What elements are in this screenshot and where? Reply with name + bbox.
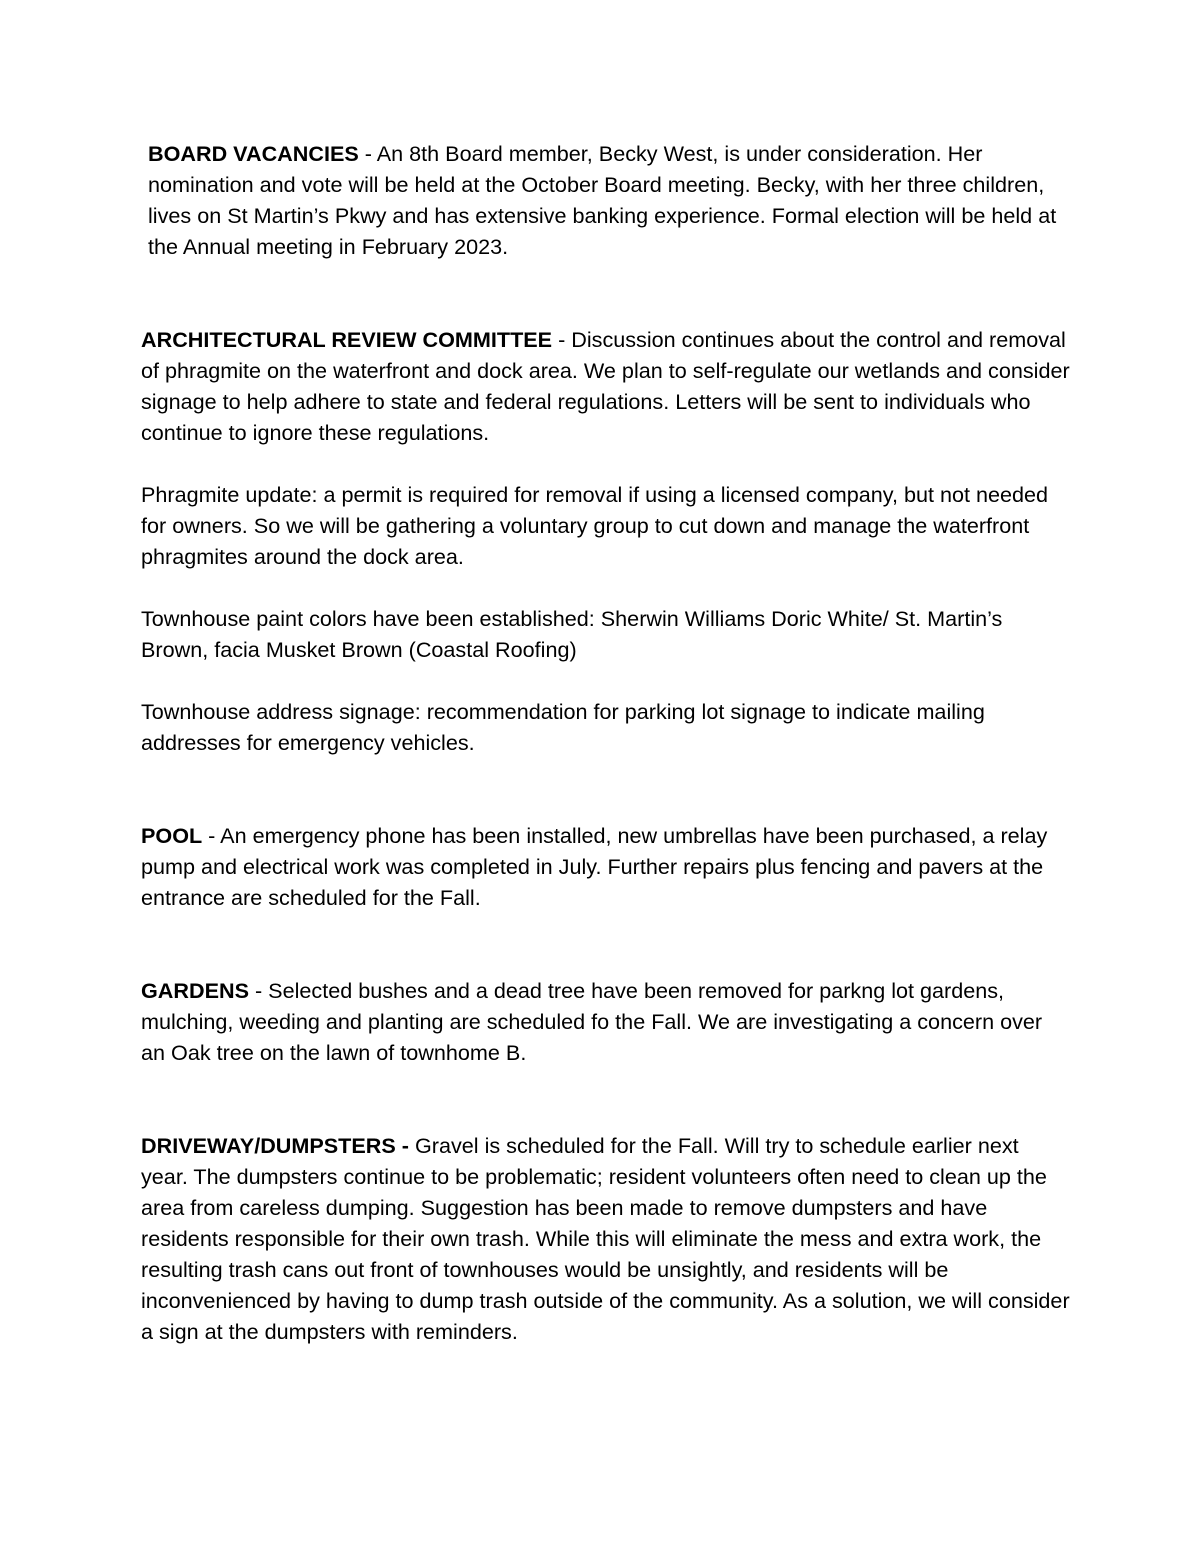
board-vacancies-text: - An 8th Board member, Becky West, is under consideration. Her nomination and vote will be held at the October Board meeting. Becky, with her three children, lives on St Martin’s Pkwy and has extensive banking experience. Formal election will be held at the Annual meeting in February 2023. xyxy=(148,141,1057,259)
driveway-dumpsters-paragraph xyxy=(141,1130,1071,1347)
gardens-text: - Selected bushes and a dead tree have been removed for parkng lot gardens, mulching, weeding and planting are scheduled fo the Fall. We are investigating a concern over an Oak tree on the lawn of townhome B. xyxy=(141,978,1043,1065)
spacer xyxy=(141,758,1071,820)
driveway-dumpsters-heading: DRIVEWAY/DUMPSTERS - xyxy=(141,1133,409,1158)
pool-paragraph xyxy=(141,820,1071,913)
board-vacancies-paragraph xyxy=(141,138,1071,262)
spacer xyxy=(141,1068,1071,1130)
address-signage-paragraph: Townhouse address signage: recommendation for parking lot signage to indicate mailing addresses for emergency vehicles. xyxy=(141,699,985,755)
phragmite-update-paragraph: Phragmite update: a permit is required for removal if using a licensed company, but not needed for owners. So we will be gathering a voluntary group to cut down and manage the waterfront phragmites around the dock area. xyxy=(141,482,1049,569)
paint-colors-paragraph: Townhouse paint colors have been established: Sherwin Williams Doric White/ St. Martin’s Brown, facia Musket Brown (Coastal Roofing) xyxy=(141,606,1003,662)
pool-text: - An emergency phone has been installed, new umbrellas have been purchased, a relay pump and electrical work was completed in July. Further repairs plus fencing and pavers at the entrance are scheduled for the Fall. xyxy=(141,823,1048,910)
gardens-heading: GARDENS xyxy=(141,978,249,1003)
driveway-dumpsters-text: Gravel is scheduled for the Fall. Will try to schedule earlier next year. The dumpsters continue to be problematic; resident volunteers often need to clean up the area from careless dumping. Suggestion has been made to remove dumpsters and have residents responsible for their own trash. While this will eliminate the mess and extra work, the resulting trash cans out front of townhouses would be unsightly, and residents will be inconvenienced by having to dump trash outside of the community. As a solution, we will consider a sign at the dumpsters with reminders. xyxy=(141,1133,1070,1344)
architectural-review-heading: ARCHITECTURAL REVIEW COMMITTEE xyxy=(141,327,553,352)
architectural-review-text: - Discussion continues about the control and removal of phragmite on the waterfront and dock area. We plan to self-regulate our wetlands and consider signage to help adhere to state and federal regulations. Letters will be sent to individuals who continue to ignore these regulations. xyxy=(141,327,1070,445)
spacer xyxy=(141,262,1071,324)
gardens-paragraph xyxy=(141,975,1071,1068)
spacer xyxy=(141,913,1071,975)
board-vacancies-heading: BOARD VACANCIES xyxy=(148,141,359,166)
document-page xyxy=(141,138,1071,1347)
pool-heading: POOL xyxy=(141,823,203,848)
spacer xyxy=(141,572,1071,603)
spacer xyxy=(141,665,1071,696)
spacer xyxy=(141,448,1071,479)
architectural-review-paragraph xyxy=(141,324,1071,448)
